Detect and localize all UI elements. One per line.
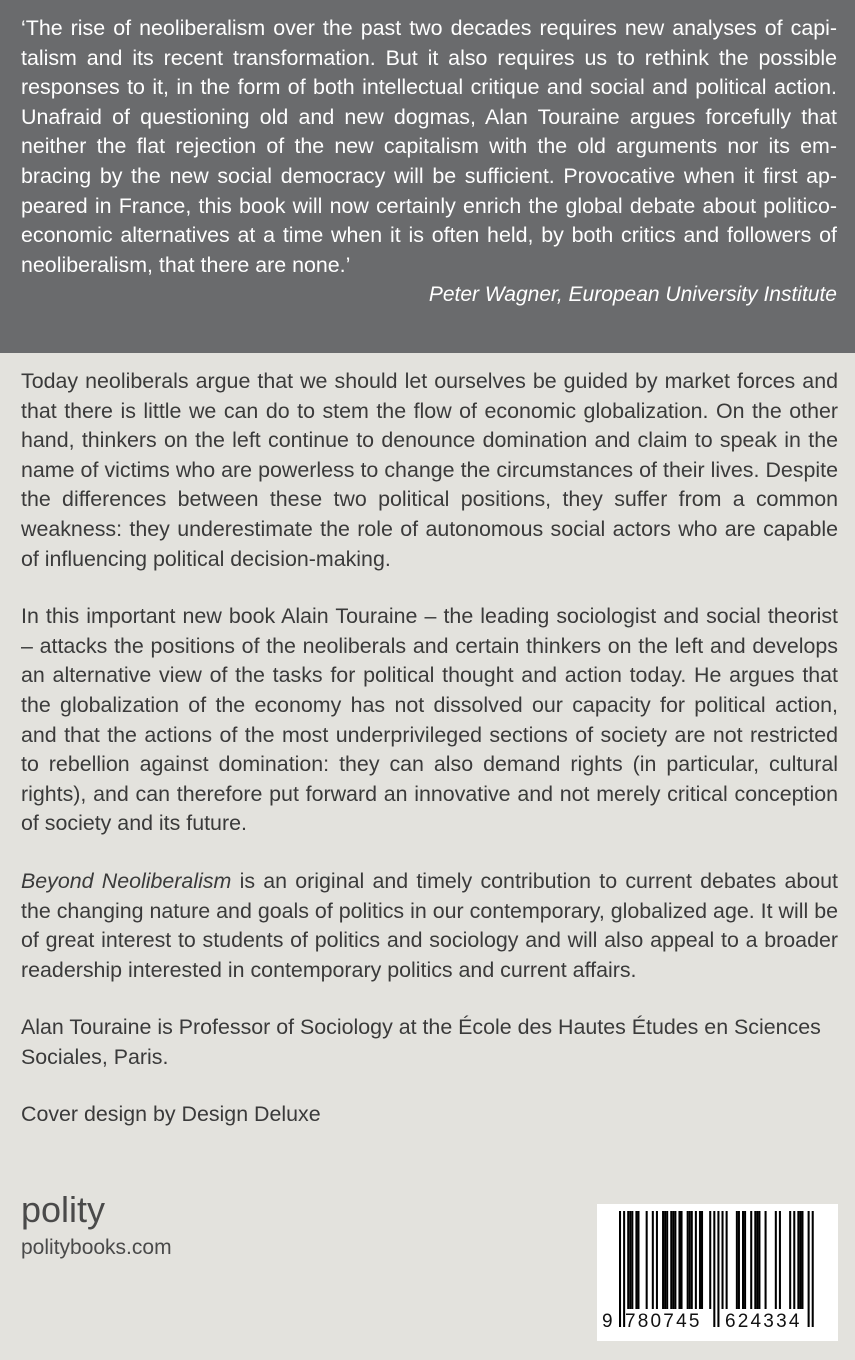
isbn-number bbox=[597, 1311, 838, 1335]
barcode-bar bbox=[662, 1211, 664, 1309]
barcode-bar bbox=[695, 1211, 697, 1309]
isbn-digits-group-1: 780745 bbox=[625, 1311, 702, 1332]
publisher-url: politybooks.com bbox=[21, 1236, 172, 1259]
endorsement-band bbox=[0, 0, 855, 353]
barcode-bar bbox=[717, 1211, 719, 1327]
barcode-bar bbox=[652, 1211, 654, 1309]
isbn-digits-group-2: 624334 bbox=[725, 1311, 802, 1332]
barcode-bar bbox=[629, 1211, 631, 1309]
barcode-bar bbox=[678, 1211, 680, 1309]
barcode-bar bbox=[635, 1211, 637, 1309]
barcode-bar bbox=[691, 1211, 693, 1309]
barcode-bar bbox=[801, 1211, 803, 1309]
barcode-bar bbox=[670, 1211, 672, 1309]
barcode-bar bbox=[656, 1211, 658, 1309]
barcode-bar bbox=[775, 1211, 777, 1309]
barcode-bar bbox=[713, 1211, 715, 1327]
blurb-paragraph-2: In this important new book Alain Touraine – the leading sociologist and social theorist – attacks the positions of the neoliberals and certain thinkers on the left and develops an alternative view of the tasks for political thought and action today. He argues that the globalization of the economy has not dissolved our capacity for political action, and that the actions of the most underprivileged sections of society are not restricted to rebellion against domination: they can also demand rights (in particular, cultural rights), and can therefore put forward an innovative and not merely critical conception of society and its future. bbox=[21, 604, 838, 836]
author-bio: Alan Touraine is Professor of Sociology at the École des Hautes Études en Sciences Sociales, Paris. bbox=[21, 1015, 821, 1069]
barcode-bar bbox=[758, 1211, 760, 1309]
endorsement-quote: ‘The rise of neoliberalism over the past two decades requires new analyses of capitalism and its recent transformation. But it also requires us to rethink the possible responses to it, in the form of both intellectual critique and social and political action. Unafraid of questioning old and new dogmas, Alan Touraine argues forcefully that neither the flat rejection of the new capitalism with the old arguments nor its embracing by the new social democracy will be sufficient. Provocative when it first appeared in France, this book will now certainly enrich the global debate about politico-economic alternatives at a time when it is often held, by both critics and followers of neoliberalism, that there are none.’ bbox=[21, 16, 837, 277]
barcode-bar bbox=[808, 1211, 810, 1327]
barcode-bar bbox=[623, 1211, 625, 1327]
barcode-bar bbox=[664, 1211, 666, 1309]
barcode-bar bbox=[738, 1211, 740, 1309]
book-title: Beyond Neoliberalism bbox=[21, 868, 232, 893]
barcode-bar bbox=[797, 1211, 799, 1309]
blurb-paragraph-1: Today neoliberals argue that we should let ourselves be guided by market forces and that there is little we can do to stem the flow of economic globalization. On the other hand, thinkers on the left continue to denounce domination and claim to speak in the name of victims who are powerless to change the circumstances of their lives. Despite the differences between these two political positions, they suffer from a common weakness: they underestimate the role of autonomous social actors who are capable of influencing political decision-making. bbox=[21, 369, 838, 571]
barcode-bar bbox=[736, 1211, 738, 1309]
barcode-bar bbox=[765, 1211, 767, 1309]
barcode-bar bbox=[756, 1211, 758, 1309]
barcode-bar bbox=[699, 1211, 701, 1309]
endorsement-attribution: Peter Wagner, European University Institute bbox=[428, 283, 837, 307]
barcode-bar bbox=[687, 1211, 689, 1309]
barcode-bar bbox=[701, 1211, 703, 1309]
barcode-bar bbox=[674, 1211, 676, 1309]
barcode-bar bbox=[646, 1211, 648, 1309]
barcode-bar bbox=[726, 1211, 728, 1309]
barcode-bar bbox=[722, 1211, 724, 1309]
blurb bbox=[21, 367, 838, 1158]
barcode-bar bbox=[709, 1211, 711, 1309]
barcode-bar bbox=[742, 1211, 744, 1309]
barcode-bar bbox=[619, 1211, 621, 1327]
barcode-bar bbox=[681, 1211, 683, 1309]
barcode-bar bbox=[672, 1211, 674, 1309]
barcode-bar bbox=[666, 1211, 668, 1309]
barcode-bar bbox=[812, 1211, 814, 1327]
barcode-bar bbox=[754, 1211, 756, 1309]
barcode-bar bbox=[779, 1211, 781, 1309]
isbn-barcode bbox=[597, 1204, 838, 1341]
publisher-logo: polity bbox=[21, 1189, 106, 1230]
barcode-bar bbox=[631, 1211, 633, 1309]
barcode-bar bbox=[799, 1211, 801, 1309]
publisher-block bbox=[21, 1190, 172, 1262]
isbn-digit-prefix: 9 bbox=[602, 1311, 613, 1332]
barcode-bar bbox=[744, 1211, 746, 1309]
barcode-bar bbox=[789, 1211, 791, 1309]
blurb-paragraph-3-text: is an original and timely contribution to current debates about the changing nature and goals of politics in our contemporary, globalized age. It will be of great interest to students of politics and sociology and will also appeal to a broader readership interested in contemporary politics and current affairs. bbox=[21, 868, 838, 982]
barcode-bar bbox=[793, 1211, 795, 1309]
blurb-paragraph-3 bbox=[21, 867, 838, 985]
cover-credit: Cover design by Design Deluxe bbox=[21, 1102, 321, 1127]
barcode-bar bbox=[627, 1211, 629, 1309]
barcode-bar bbox=[750, 1211, 752, 1309]
barcode-bar bbox=[689, 1211, 691, 1309]
barcode-bar bbox=[637, 1211, 639, 1309]
